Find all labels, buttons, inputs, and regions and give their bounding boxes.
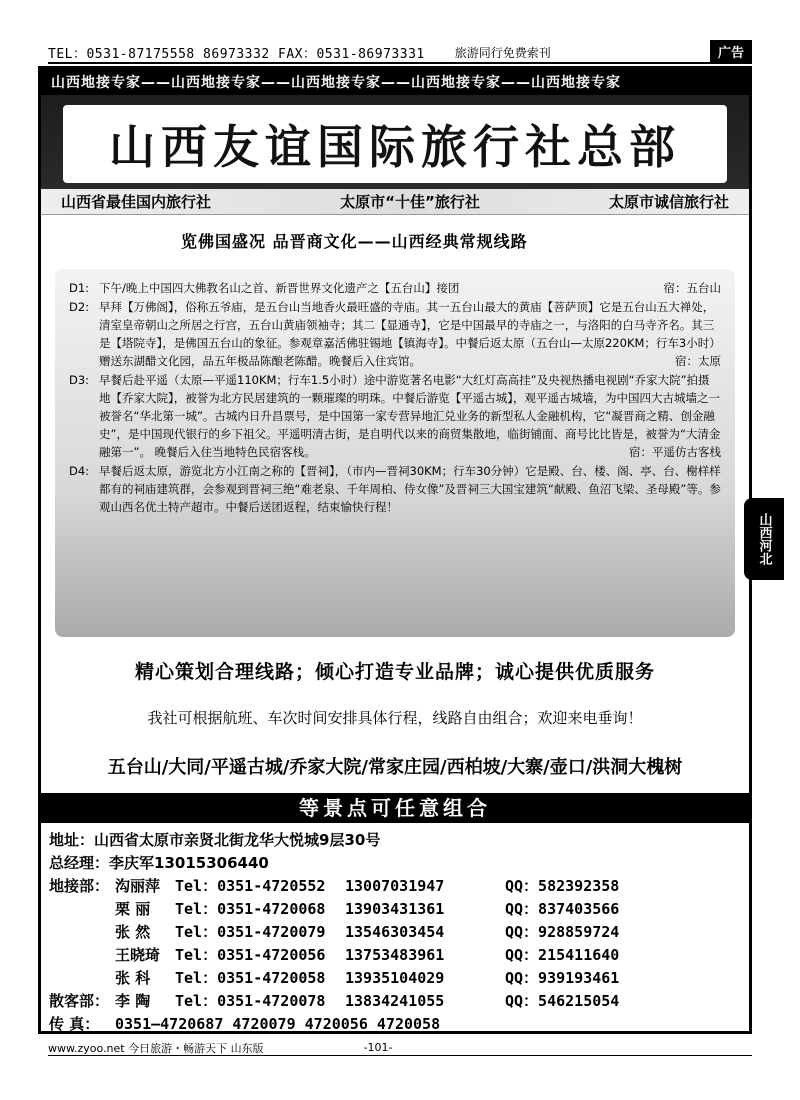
staff-row [49,921,743,944]
manager: 李庆军13015306440 [109,854,269,872]
scatter-label: 散客部： [49,992,110,1010]
day-stay: 宿：太原 [675,354,721,368]
day-label: D1: [69,281,90,295]
banner [41,69,749,189]
staff-qq: QQ：928859724 [505,923,620,941]
day-label: D2: [69,300,90,314]
spots-list: 五台山/大同/平遥古城/乔家大院/常家庄园/西柏坡/大寨/壶口/洪洞大槐树 [107,757,683,778]
staff-row [49,944,743,967]
fax-line [49,1013,743,1036]
staff-name: 张 然 [115,923,151,941]
scatter-mobile: 13834241055 [345,992,445,1010]
staff-mobile: 13753483961 [345,946,445,964]
day-stay: 宿：五台山 [663,281,721,295]
header-bar [48,42,752,64]
honor-1: 山西省最佳国内旅行社 [61,193,212,211]
route-title: 览佛国盛况 品晋商文化——山西经典常规线路 [181,232,528,251]
staff-tel: Tel：0351-4720552 [175,877,326,895]
contact-block [49,829,743,1036]
fax-label: 传 真： [49,1015,100,1033]
staff-mobile: 13546303454 [345,923,445,941]
header-contact: TEL：0531-87175558 86973332 FAX：0531-86973331 [48,46,425,62]
staff-qq: QQ：837403566 [505,900,620,918]
staff-qq: QQ：939193461 [505,969,620,987]
day-stay: 宿：平遥仿古客栈 [629,445,721,459]
itinerary-day [69,371,721,461]
honor-2: 太原市“十佳”旅行社 [340,193,480,211]
honor-3: 太原市诚信旅行社 [608,193,729,211]
staff-name: 王晓琦 [115,946,161,964]
day-label: D4: [69,464,90,478]
day-label: D3: [69,373,90,387]
combo-banner: 等景点可任意组合 [41,793,749,823]
staff-row [49,875,743,898]
staff-name: 沟丽萍 [115,877,161,895]
manager-label: 总经理： [49,854,110,872]
staff-row [49,898,743,921]
staff-name: 栗 丽 [115,900,151,918]
staff-mobile: 13935104029 [345,969,445,987]
itinerary-day [69,298,721,370]
notice: 我社可根据航班、车次时间安排具体行程，线路自由组合；欢迎来电垂询！ [147,709,643,727]
agency-title-box [63,105,727,183]
header-guide: 旅游同行免费索刊 [454,45,551,60]
scatter-tel: Tel：0351-4720078 [175,992,326,1010]
staff-tel: Tel：0351-4720079 [175,923,326,941]
staff-name: 张 科 [115,969,151,987]
staff-mobile: 13007031947 [345,877,445,895]
slogan: 山西地接专家——山西地接专家——山西地接专家——山西地接专家——山西地接专家 [51,75,621,91]
staff-row [49,967,743,990]
day-text: 早拜【万佛阁】，俗称五爷庙，是五台山当地香火最旺盛的寺庙。其一五台山最大的黄庙【菩萨顶】它是五台山五大禅处，清室皇帝朝山之所居之行宫，五台山黄庙领袖寺；其二【显通寺】，它是中国最早的寺庙之一，与洛阳的白马寺齐名。其三是【塔院寺】，是佛国五台山的象征。参观章嘉活佛驻锡地【镇海寺】。中餐后返太原（五台山—太原220KM；行车3小时）赠送东湖醋文化园，品五年极品陈酿老陈醋。晚餐后入住宾馆。 [99,300,721,368]
itinerary-box [55,269,735,637]
address: 山西省太原市亲贤北街龙华大悦城9层30号 [94,831,381,849]
staff-qq: QQ：582392358 [505,877,620,895]
day-text: 下午/晚上中国四大佛教名山之首、新晋世界文化遗产之【五台山】接团 [99,281,460,295]
footer [48,1040,752,1056]
scatter-qq: QQ：546215054 [505,992,620,1010]
staff-qq: QQ：215411640 [505,946,620,964]
staff-tel: Tel：0351-4720058 [175,969,326,987]
page-number: -101- [363,1041,393,1054]
agency-title: 山西友谊国际旅行社总部 [109,120,681,174]
address-label: 地址： [49,831,95,849]
scatter-row [49,990,743,1013]
itinerary-day [69,462,721,516]
footer-site: www.zyoo.net 今日旅游・畅游天下 山东版 [48,1041,264,1055]
address-line [49,829,743,852]
taglines: 精心策划合理线路；倾心打造专业品牌；诚心提供优质服务 [134,661,655,683]
staff-mobile: 13903431361 [345,900,445,918]
honors-row [41,189,749,215]
staff-tel: Tel：0351-4720068 [175,900,326,918]
itinerary-day [69,279,721,297]
fax-numbers: 0351—4720687 4720079 4720056 4720058 [115,1015,441,1033]
scatter-name: 李 陶 [115,992,151,1010]
region-tab: 山西河北 [744,498,784,580]
staff-tel: Tel：0351-4720056 [175,946,326,964]
day-text: 早餐后返太原，游览北方小江南之称的【晋祠】，（市内—晋祠30KM；行车30分钟）它是殿、台、楼、阁、亭、台、榭样样都有的祠庙建筑群，会参观到晋祠三绝“难老泉、千年周柏、侍女像”及晋祠三大国宝建筑“献殿、鱼沼飞梁、圣母殿”等。参观山西名优土特产超市。中餐后送团返程，结束愉快行程！ [99,464,721,514]
ad-badge: 广告 [710,40,752,63]
ground-label: 地接部： [49,877,110,895]
slogan-row [41,69,749,95]
ad-frame [38,66,752,1034]
day-text: 早餐后赴平遥（太原—平遥110KM；行车1.5小时）途中游览著名电影“大红灯高高挂”及央视热播电视剧“乔家大院”拍摄地【乔家大院】，被誉为北方民居建筑的一颗璀璨的明珠。中餐后游览【平遥古城】，观平遥古城墙，为中国四大古城墙之一被誉名“华北第一城”。古城内日升昌票号，是中国第一家专营异地汇兑业务的新型私人金融机构，它“凝晋商之精、创金融史”，是中国现代银行的乡下祖父。平遥明清古街，是自明代以来的商贸集散地，临街铺面、商号比比皆是，被誉为“大清金融第一”。 晚餐后入住当地特色民宿客栈。 [99,373,721,459]
manager-line [49,852,743,875]
